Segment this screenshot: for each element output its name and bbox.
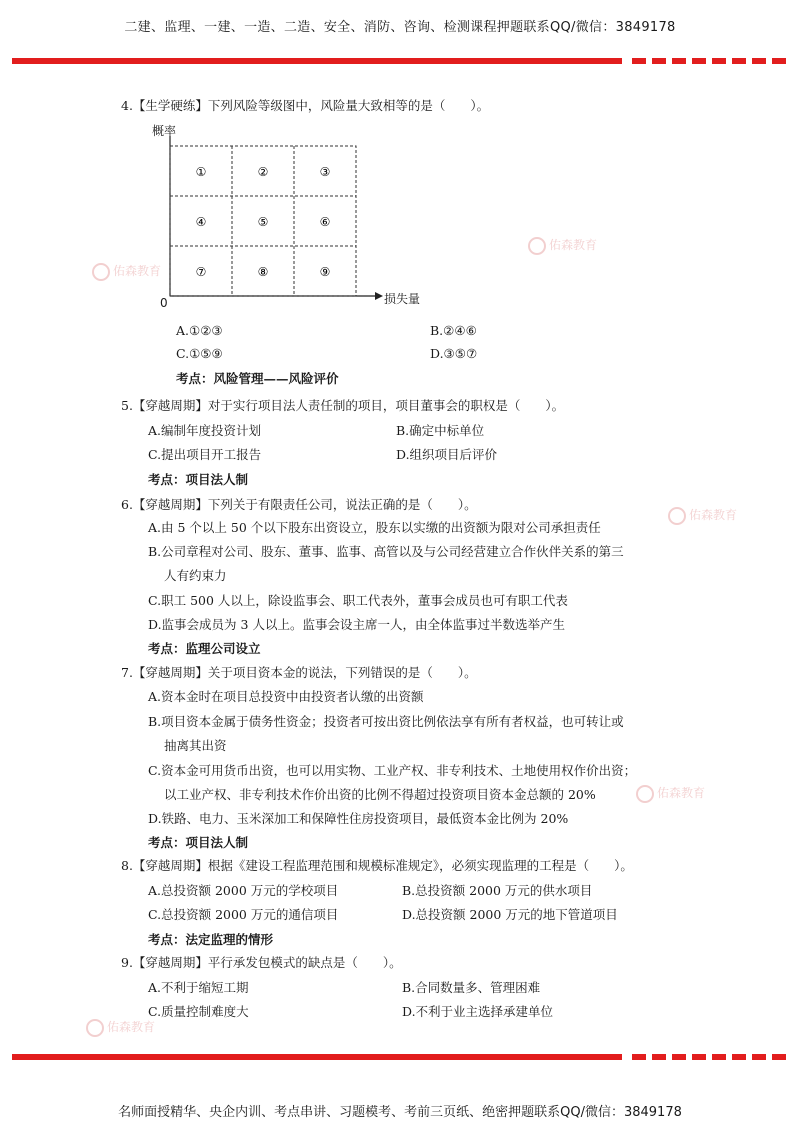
option-c: C.质量控制难度大 (148, 1004, 249, 1019)
origin-label: 0 (160, 296, 168, 310)
option-d: D.③⑤⑦ (430, 346, 478, 361)
option-a: A.①②③ (176, 323, 223, 338)
option-a: A.编制年度投资计划 (148, 423, 262, 438)
watermark-logo: 佑森教育 (86, 1018, 155, 1037)
key-point: 考点：法定监理的情形 (148, 932, 274, 947)
question-6-stem: 6.【穿越周期】下列关于有限责任公司，说法正确的是（ ）。 (121, 497, 477, 512)
option-b: B.确定中标单位 (396, 423, 485, 438)
question-5-stem: 5.【穿越周期】对于实行项目法人责任制的项目，项目董事会的职权是（ ）。 (121, 398, 565, 413)
x-axis-label: 损失量 (384, 292, 421, 306)
option-d: D.铁路、电力、玉米深加工和保障性住房投资项目，最低资本金比例为 20% (148, 811, 569, 826)
footer-red-bar (12, 1054, 788, 1060)
header-red-bar (12, 58, 788, 64)
option-c: C.职工 500 人以上，除设监事会、职工代表外，董事会成员也可有职工代表 (148, 593, 568, 608)
option-d: D.监事会成员为 3 人以上。监事会设主席一人，由全体监事过半数选举产生 (148, 617, 565, 632)
matrix-cell: ③ (319, 165, 331, 179)
option-b: B.合同数量多、管理困难 (402, 980, 541, 995)
matrix-cell: ⑨ (319, 265, 331, 279)
question-4-stem: 4.【生学硬练】下列风险等级图中，风险量大致相等的是（ ）。 (121, 98, 490, 113)
question-9-stem: 9.【穿越周期】平行承发包模式的缺点是（ ）。 (121, 955, 402, 970)
matrix-cell: ② (257, 165, 269, 179)
logo-icon (92, 263, 110, 281)
logo-icon (668, 507, 686, 525)
option-b: B.公司章程对公司、股东、董事、监事、高管以及与公司经营建立合作伙伴关系的第三 (148, 544, 624, 559)
key-point: 考点：监理公司设立 (148, 641, 261, 656)
option-a: A.资本金时在项目总投资中由投资者认缴的出资额 (148, 689, 424, 704)
watermark-logo: 佑森教育 (528, 236, 597, 255)
option-a: A.由 5 个以上 50 个以下股东出资设立，股东以实缴的出资额为限对公司承担责任 (148, 520, 601, 535)
option-c: C.提出项目开工报告 (148, 447, 262, 462)
matrix-cell: ④ (195, 215, 207, 229)
header-promo-text: 二建、监理、一建、一造、二造、安全、消防、咨询、检测课程押题联系QQ/微信：3849178 (124, 20, 676, 35)
option-c: C.总投资额 2000 万元的通信项目 (148, 907, 339, 922)
logo-icon (636, 785, 654, 803)
risk-matrix (150, 136, 390, 306)
option-b: B.②④⑥ (430, 323, 477, 338)
matrix-cell: ⑤ (257, 215, 269, 229)
logo-icon (528, 237, 546, 255)
option-d: D.组织项目后评价 (396, 447, 498, 462)
option-c-continuation: 以工业产权、非专利技术作价出资的比例不得超过投资项目资本金总额的 20% (164, 787, 596, 802)
option-d: D.总投资额 2000 万元的地下管道项目 (402, 907, 618, 922)
option-b: B.项目资本金属于债务性资金；投资者可按出资比例依法享有所有者权益，也可转让或 (148, 714, 624, 729)
option-c: C.①⑤⑨ (176, 346, 223, 361)
matrix-cell: ① (195, 165, 207, 179)
key-point: 考点：项目法人制 (148, 472, 249, 487)
key-point: 考点：项目法人制 (148, 835, 249, 850)
option-b: B.总投资额 2000 万元的供水项目 (402, 883, 593, 898)
question-7-stem: 7.【穿越周期】关于项目资本金的说法，下列错误的是（ ）。 (121, 665, 477, 680)
option-a: A.不利于缩短工期 (148, 980, 249, 995)
watermark-logo: 佑森教育 (636, 784, 705, 803)
logo-icon (86, 1019, 104, 1037)
y-axis-label: 概率 (152, 124, 177, 138)
matrix-cell: ⑦ (195, 265, 207, 279)
option-a: A.总投资额 2000 万元的学校项目 (148, 883, 339, 898)
footer-promo-text: 名师面授精华、央企内训、考点串讲、习题模考、考前三页纸、绝密押题联系QQ/微信：3849178 (118, 1105, 682, 1120)
option-c: C.资本金可用货币出资，也可以用实物、工业产权、非专利技术、土地使用权作价出资； (148, 763, 637, 778)
watermark-logo: 佑森教育 (668, 506, 737, 525)
option-d: D.不利于业主选择承建单位 (402, 1004, 554, 1019)
question-8-stem: 8.【穿越周期】根据《建设工程监理范围和规模标准规定》，必须实现监理的工程是（ ）。 (121, 858, 633, 873)
matrix-cell: ⑧ (257, 265, 269, 279)
matrix-cell: ⑥ (319, 215, 331, 229)
option-b-continuation: 人有约束力 (164, 568, 227, 583)
key-point: 考点：风险管理——风险评价 (176, 371, 339, 386)
watermark-logo: 佑森教育 (92, 262, 161, 281)
option-b-continuation: 抽离其出资 (164, 738, 227, 753)
